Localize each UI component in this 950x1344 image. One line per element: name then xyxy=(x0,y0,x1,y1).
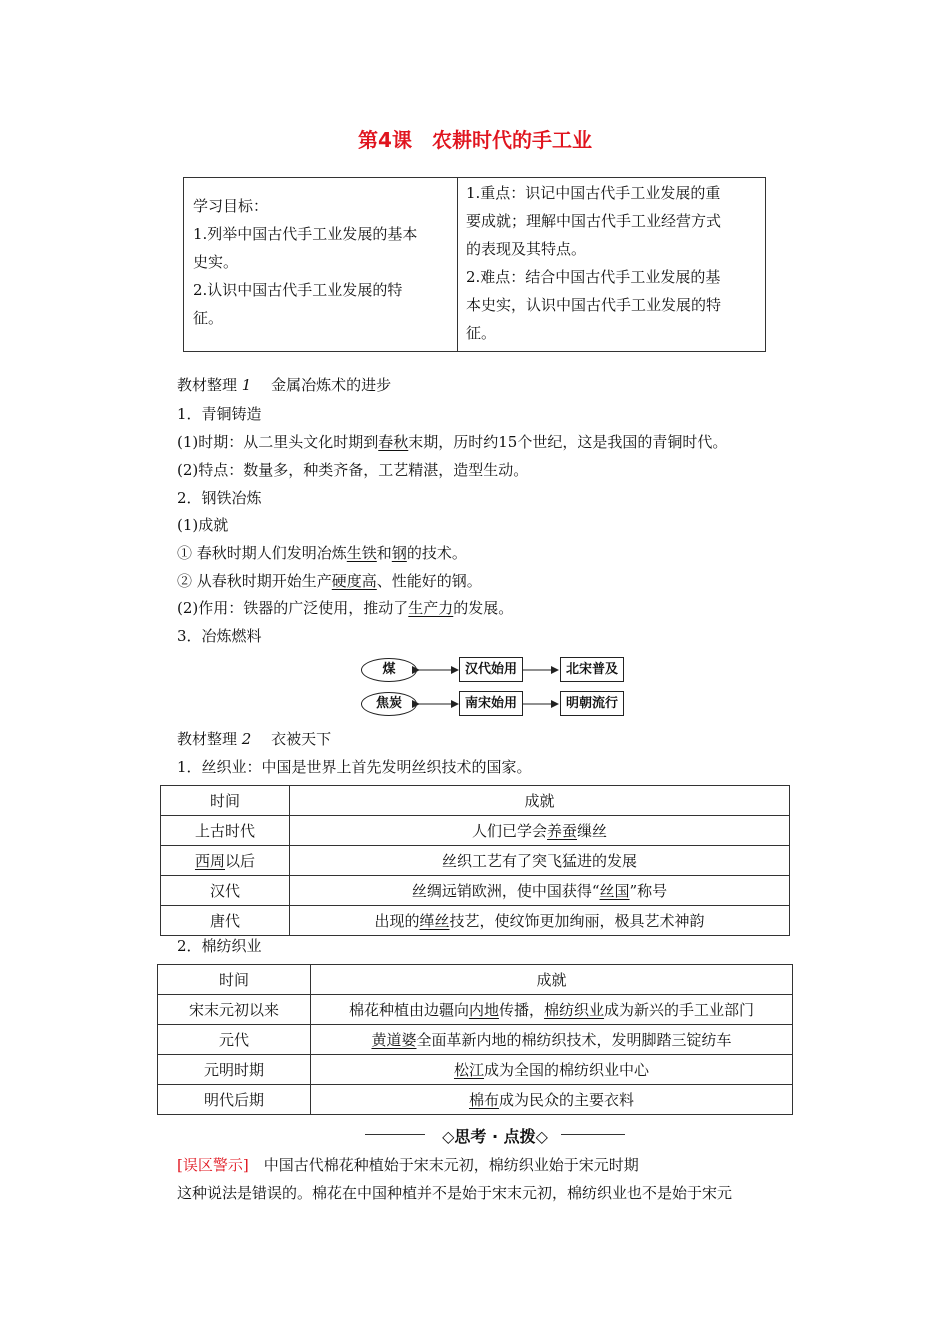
header-cell: 成就 xyxy=(311,965,793,995)
section-heading: 教材整理 1 金属冶炼术的进步 xyxy=(177,376,392,394)
section-heading: 教材整理 2 衣被天下 xyxy=(177,730,332,748)
goal-line: 2.认识中国古代手工业发展的特 xyxy=(193,281,403,299)
item-heading: 2．钢铁冶炼 xyxy=(177,489,262,507)
achievement-cell: 人们已学会养蚕缫丝 xyxy=(290,816,790,846)
silk-table xyxy=(160,785,790,936)
table-row xyxy=(161,876,790,906)
time-cell: 明代后期 xyxy=(158,1085,311,1115)
answer-line: 这种说法是错误的。棉花在中国种植并不是始于宋末元初，棉纺织业也不是始于宋元 xyxy=(177,1184,733,1202)
table-row xyxy=(161,846,790,876)
key-line: 的表现及其特点。 xyxy=(466,240,587,258)
achievement-cell: 丝绸远销欧洲，使中国获得“丝国”称号 xyxy=(290,876,790,906)
misconception-line: [误区警示] 中国古代棉花种植始于宋末元初，棉纺织业始于宋元时期 xyxy=(177,1156,639,1174)
time-cell: 唐代 xyxy=(161,906,290,936)
key-line: 要成就；理解中国古代手工业经营方式 xyxy=(466,212,722,230)
time-cell: 宋末元初以来 xyxy=(158,995,311,1025)
table-row xyxy=(158,1055,793,1085)
text-line: (2)特点：数量多，种类齐备，工艺精湛，造型生动。 xyxy=(177,461,529,479)
think-tip-bar xyxy=(365,1124,625,1144)
key-line: 征。 xyxy=(466,324,497,342)
cotton-table xyxy=(157,964,793,1115)
text-line: ② 从春秋时期开始生产硬度高、性能好的钢。 xyxy=(177,572,482,590)
misconception-label: [误区警示] xyxy=(177,1156,249,1174)
key-line: 1.重点：识记中国古代手工业发展的重 xyxy=(466,184,721,202)
text-line: (2)作用：铁器的广泛使用，推动了生产力的发展。 xyxy=(177,599,514,617)
header-cell: 时间 xyxy=(161,786,290,816)
flow-box: 南宋始用 xyxy=(459,691,523,716)
achievement-cell: 棉布成为民众的主要衣料 xyxy=(311,1085,793,1115)
item-heading: 3．冶炼燃料 xyxy=(177,627,262,645)
time-cell: 上古时代 xyxy=(161,816,290,846)
goal-line: 征。 xyxy=(193,309,224,327)
fuel-coke: 焦炭 xyxy=(361,692,417,716)
achievement-cell: 丝织工艺有了突飞猛进的发展 xyxy=(290,846,790,876)
key-line: 2.难点：结合中国古代手工业发展的基 xyxy=(466,268,721,286)
time-cell: 汉代 xyxy=(161,876,290,906)
tip-rule-right xyxy=(561,1134,625,1135)
item-heading: 2．棉纺织业 xyxy=(177,937,262,955)
goal-line: 学习目标： xyxy=(193,197,269,215)
flow-box: 汉代始用 xyxy=(459,657,523,682)
page-title: 第4课 农耕时代的手工业 xyxy=(358,128,592,152)
header-cell: 时间 xyxy=(158,965,311,995)
achievement-cell: 棉花种植由边疆向内地传播，棉纺织业成为新兴的手工业部门 xyxy=(311,995,793,1025)
header-cell: 成就 xyxy=(290,786,790,816)
table-row xyxy=(158,995,793,1025)
table-header-row xyxy=(161,786,790,816)
achievement-cell: 黄道婆全面革新内地的棉纺织技术，发明脚踏三锭纺车 xyxy=(311,1025,793,1055)
time-cell: 元代 xyxy=(158,1025,311,1055)
key-line: 本史实，认识中国古代手工业发展的特 xyxy=(466,296,722,314)
goal-line: 1.列举中国古代手工业发展的基本 xyxy=(193,225,418,243)
time-cell: 西周以后 xyxy=(161,846,290,876)
achievement-cell: 出现的缂丝技艺，使纹饰更加绚丽，极具艺术神韵 xyxy=(290,906,790,936)
text-line: ① 春秋时期人们发明冶炼生铁和钢的技术。 xyxy=(177,544,467,562)
achievement-cell: 松江成为全国的棉纺织业中心 xyxy=(311,1055,793,1085)
fuel-coal: 煤 xyxy=(361,658,417,682)
item-heading: 1．丝织业：中国是世界上首先发明丝织技术的国家。 xyxy=(177,758,532,776)
table-row xyxy=(161,816,790,846)
table-row xyxy=(158,1085,793,1115)
item-heading: 1．青铜铸造 xyxy=(177,405,262,423)
text-line: (1)时期：从二里头文化时期到春秋末期，历时约15个世纪，这是我国的青铜时代。 xyxy=(177,433,728,451)
table-header-row xyxy=(158,965,793,995)
flow-box: 北宋普及 xyxy=(560,657,624,682)
goal-line: 史实。 xyxy=(193,253,239,271)
tip-bar-title: ◇思考 · 点拨◇ xyxy=(442,1127,548,1146)
text-line: (1)成就 xyxy=(177,516,229,534)
table-row xyxy=(161,906,790,936)
time-cell: 元明时期 xyxy=(158,1055,311,1085)
table-row xyxy=(158,1025,793,1055)
flow-box: 明朝流行 xyxy=(560,691,624,716)
